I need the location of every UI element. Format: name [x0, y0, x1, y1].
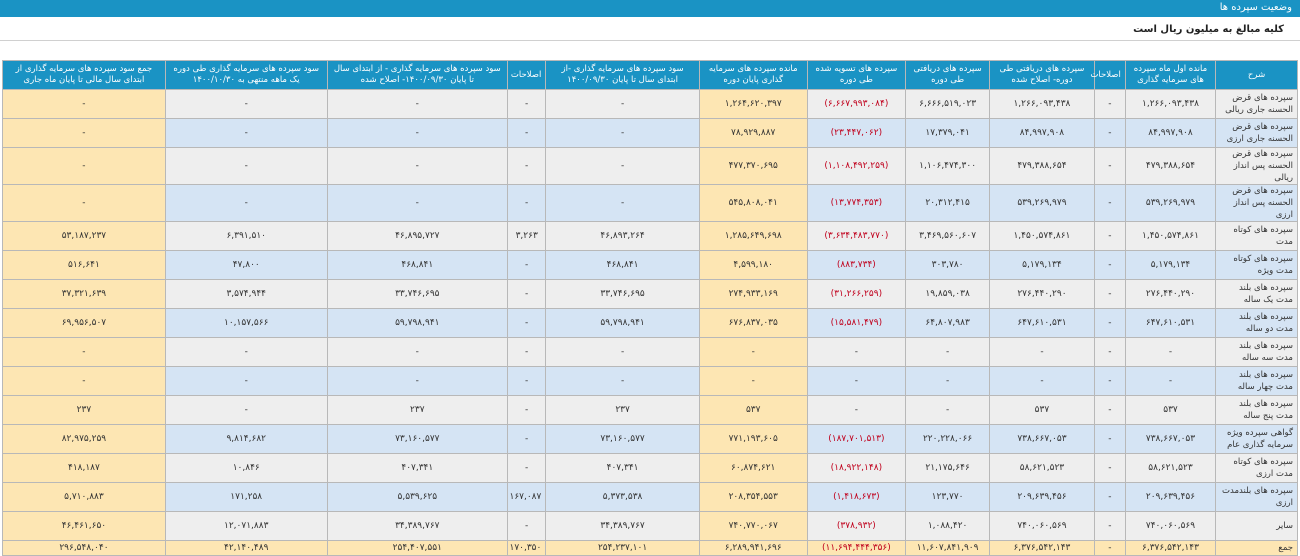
table-cell: -	[546, 367, 699, 396]
table-cell: ۱۶۷,۰۸۷	[508, 483, 546, 512]
table-cell: -	[1094, 90, 1125, 119]
table-cell: ۱,۲۸۵,۶۴۹,۶۹۸	[699, 222, 807, 251]
table-cell: -	[327, 367, 507, 396]
table-cell: ۳۳,۷۴۶,۶۹۵	[327, 280, 507, 309]
table-cell: ۳۷,۳۲۱,۶۳۹	[3, 280, 166, 309]
column-header[interactable]: مانده سپرده های سرمایه گذاری پایان دوره	[699, 61, 807, 90]
table-cell: -	[1094, 541, 1125, 556]
table-cell: -	[990, 367, 1095, 396]
table-cell: ۵۹,۷۹۸,۹۴۱	[546, 309, 699, 338]
table-cell: -	[1094, 396, 1125, 425]
table-cell: (۱۳,۷۷۴,۳۵۳)	[807, 185, 905, 222]
column-header[interactable]: سپرده های دریافتی طی دوره	[906, 61, 990, 90]
table-cell: -	[327, 148, 507, 185]
table-cell: ۲۷۴,۹۳۳,۱۶۹	[699, 280, 807, 309]
table-cell: ۲۰,۳۱۲,۴۱۵	[906, 185, 990, 222]
table-cell: ۴۶۸,۸۴۱	[546, 251, 699, 280]
row-label: جمع	[1216, 541, 1298, 556]
table-cell: ۵۳۹,۲۶۹,۹۷۹	[990, 185, 1095, 222]
table-row	[3, 425, 1298, 454]
units-note: کلیه مبالغ به میلیون ریال است	[1133, 24, 1284, 35]
table-cell: ۴۶۸,۸۴۱	[327, 251, 507, 280]
table-cell: -	[327, 185, 507, 222]
table-cell: -	[699, 338, 807, 367]
row-label: سپرده های بلندمدت ارزی	[1216, 483, 1298, 512]
table-cell: ۵,۱۷۹,۱۳۴	[990, 251, 1095, 280]
table-cell: ۳۰۳,۷۸۰	[906, 251, 990, 280]
table-cell: ۶,۲۸۹,۹۴۱,۶۹۶	[699, 541, 807, 556]
table-cell: ۵,۳۷۳,۵۳۸	[546, 483, 699, 512]
table-cell: -	[1094, 512, 1125, 541]
table-cell: -	[165, 185, 327, 222]
table-cell: -	[3, 90, 166, 119]
table-cell: ۲۰۹,۶۳۹,۴۵۶	[990, 483, 1095, 512]
table-cell: -	[1094, 280, 1125, 309]
table-cell: ۷۴۰,۰۶۰,۵۶۹	[1125, 512, 1215, 541]
table-cell: ۴,۵۹۹,۱۸۰	[699, 251, 807, 280]
table-body	[3, 90, 1298, 556]
table-cell: -	[1094, 119, 1125, 148]
row-label: سپرده های بلند مدت دو ساله	[1216, 309, 1298, 338]
table-cell: -	[508, 280, 546, 309]
total-row	[3, 541, 1298, 556]
table-cell: -	[508, 425, 546, 454]
table-cell: -	[508, 90, 546, 119]
table-cell: ۴۷,۸۰۰	[165, 251, 327, 280]
table-cell: ۲۰۹,۶۳۹,۴۵۶	[1125, 483, 1215, 512]
row-label: سپرده های کوتاه مدت	[1216, 222, 1298, 251]
table-cell: -	[165, 396, 327, 425]
table-cell: ۶,۳۹۱,۵۱۰	[165, 222, 327, 251]
column-header[interactable]: سپرده های تسویه شده طی دوره	[807, 61, 905, 90]
table-cell: ۸۴,۹۹۷,۹۰۸	[990, 119, 1095, 148]
table-cell: -	[807, 396, 905, 425]
table-row	[3, 222, 1298, 251]
table-cell: ۱,۱۰۶,۴۷۴,۳۰۰	[906, 148, 990, 185]
table-cell: ۶۴۷,۶۱۰,۵۳۱	[1125, 309, 1215, 338]
table-cell: ۱,۰۸۸,۴۲۰	[906, 512, 990, 541]
table-row	[3, 185, 1298, 222]
table-cell: ۱۷۰,۳۵۰	[508, 541, 546, 556]
table-cell: (۱,۴۱۸,۶۷۳)	[807, 483, 905, 512]
table-cell: -	[546, 185, 699, 222]
table-cell: ۴۶,۸۹۳,۲۶۴	[546, 222, 699, 251]
table-cell: -	[165, 119, 327, 148]
table-cell: ۱۲,۰۷۱,۸۸۳	[165, 512, 327, 541]
table-cell: ۶۴۷,۶۱۰,۵۳۱	[990, 309, 1095, 338]
table-cell: ۶۷۶,۸۳۷,۰۳۵	[699, 309, 807, 338]
table-row	[3, 309, 1298, 338]
table-cell: ۵,۷۱۰,۸۸۳	[3, 483, 166, 512]
table-cell: -	[508, 251, 546, 280]
table-cell: (۱۸۷,۷۰۱,۵۱۳)	[807, 425, 905, 454]
table-cell: ۶۰,۸۷۴,۶۲۱	[699, 454, 807, 483]
table-cell: ۴۰۷,۳۴۱	[546, 454, 699, 483]
table-row	[3, 90, 1298, 119]
row-label: سپرده های کوتاه مدت ویژه	[1216, 251, 1298, 280]
panel-header	[0, 0, 1300, 17]
table-cell: ۳۴,۳۸۹,۷۶۷	[327, 512, 507, 541]
table-cell: ۱۰,۸۴۶	[165, 454, 327, 483]
table-cell: ۵۸,۶۲۱,۵۲۳	[990, 454, 1095, 483]
table-cell: ۱,۴۵۰,۵۷۴,۸۶۱	[1125, 222, 1215, 251]
table-cell: ۴۶,۸۹۵,۷۲۷	[327, 222, 507, 251]
panel-title: وضعیت سپرده ها	[1219, 2, 1292, 13]
table-cell: ۳۳,۷۴۶,۶۹۵	[546, 280, 699, 309]
table-cell: ۱,۲۶۴,۶۲۰,۳۹۷	[699, 90, 807, 119]
table-cell: ۲۵۴,۲۳۷,۱۰۱	[546, 541, 699, 556]
table-cell: ۵۹,۷۹۸,۹۴۱	[327, 309, 507, 338]
table-cell: ۹,۸۱۴,۶۸۲	[165, 425, 327, 454]
table-cell: ۳,۲۶۳	[508, 222, 546, 251]
table-cell: -	[3, 338, 166, 367]
table-cell: (۳۱,۲۶۶,۲۵۹)	[807, 280, 905, 309]
table-cell: ۳,۵۷۴,۹۴۴	[165, 280, 327, 309]
table-cell: ۲۳۷	[546, 396, 699, 425]
table-cell: -	[546, 148, 699, 185]
table-cell: -	[546, 90, 699, 119]
table-cell: (۸۸۳,۷۳۴)	[807, 251, 905, 280]
table-cell: -	[1125, 367, 1215, 396]
table-cell: (۱۵,۵۸۱,۴۷۹)	[807, 309, 905, 338]
table-cell: ۱۹,۸۵۹,۰۳۸	[906, 280, 990, 309]
column-header[interactable]: سپرده های دریافتی طی دوره- اصلاح شده	[990, 61, 1095, 90]
table-cell: ۵۳۷	[699, 396, 807, 425]
table-cell: ۵۳۷	[1125, 396, 1215, 425]
table-cell: ۶,۳۷۶,۵۴۲,۱۴۳	[990, 541, 1095, 556]
table-row	[3, 280, 1298, 309]
table-row	[3, 119, 1298, 148]
table-cell: -	[1094, 367, 1125, 396]
row-label: سایر	[1216, 512, 1298, 541]
table-cell: -	[3, 185, 166, 222]
table-cell: ۲۱,۱۷۵,۶۴۶	[906, 454, 990, 483]
table-cell: ۷۴۰,۰۶۰,۵۶۹	[990, 512, 1095, 541]
table-cell: -	[3, 367, 166, 396]
table-cell: -	[1125, 338, 1215, 367]
table-cell: ۵۳۹,۲۶۹,۹۷۹	[1125, 185, 1215, 222]
column-header[interactable]: شرح	[1216, 61, 1298, 90]
table-cell: -	[906, 338, 990, 367]
row-label: سپرده های قرض الحسنه جاری ارزی	[1216, 119, 1298, 148]
table-cell: -	[1094, 185, 1125, 222]
table-cell: (۱۸,۹۲۲,۱۴۸)	[807, 454, 905, 483]
table-cell: (۳,۶۳۴,۴۸۳,۷۷۰)	[807, 222, 905, 251]
deposits-table	[2, 60, 1298, 556]
table-cell: ۵۸,۶۲۱,۵۲۳	[1125, 454, 1215, 483]
table-cell: ۵۳۷	[990, 396, 1095, 425]
table-cell: (۱,۱۰۸,۴۹۲,۲۵۹)	[807, 148, 905, 185]
table-cell: -	[165, 338, 327, 367]
table-cell: -	[508, 185, 546, 222]
row-label: سپرده های بلند مدت پنج ساله	[1216, 396, 1298, 425]
table-cell: ۵,۵۳۹,۶۲۵	[327, 483, 507, 512]
table-cell: ۲۰۸,۳۵۴,۵۵۳	[699, 483, 807, 512]
table-cell: -	[508, 512, 546, 541]
row-label: سپرده های قرض الحسنه جاری ریالی	[1216, 90, 1298, 119]
table-cell: -	[508, 148, 546, 185]
table-cell: ۱۷,۳۷۹,۰۴۱	[906, 119, 990, 148]
table-cell: ۳۴,۳۸۹,۷۶۷	[546, 512, 699, 541]
table-cell: -	[327, 119, 507, 148]
table-cell: ۱۲۳,۷۷۰	[906, 483, 990, 512]
table-row	[3, 251, 1298, 280]
table-cell: -	[807, 367, 905, 396]
table-cell: -	[165, 90, 327, 119]
table-cell: -	[807, 338, 905, 367]
column-header[interactable]: سود سپرده های سرمایه گذاری - از ابتدای سال تا پایان ۱۴۰۰/۰۹/۳۰- اصلاح شده	[327, 61, 507, 90]
table-cell: -	[1094, 222, 1125, 251]
table-row	[3, 396, 1298, 425]
table-row	[3, 512, 1298, 541]
table-cell: -	[1094, 251, 1125, 280]
table-cell: (۶,۶۶۷,۹۹۳,۰۸۴)	[807, 90, 905, 119]
table-cell: ۱,۴۵۰,۵۷۴,۸۶۱	[990, 222, 1095, 251]
table-cell: ۱,۲۶۶,۰۹۳,۴۳۸	[1125, 90, 1215, 119]
table-row	[3, 454, 1298, 483]
table-cell: ۷۳,۱۶۰,۵۷۷	[546, 425, 699, 454]
table-row	[3, 338, 1298, 367]
table-cell: ۱۰,۱۵۷,۵۶۶	[165, 309, 327, 338]
table-cell: ۵۱۶,۶۴۱	[3, 251, 166, 280]
table-cell: -	[3, 148, 166, 185]
table-cell: -	[3, 119, 166, 148]
row-label: گواهی سپرده ویژه سرمایه گذاری عام	[1216, 425, 1298, 454]
table-cell: -	[165, 367, 327, 396]
table-row	[3, 148, 1298, 185]
column-header[interactable]: سود سپرده های سرمایه گذاری طی دوره یک ماهه منتهی به ۱۴۰۰/۱۰/۳۰	[165, 61, 327, 90]
table-cell: -	[508, 367, 546, 396]
row-label: سپرده های قرض الحسنه پس انداز ارزی	[1216, 185, 1298, 222]
table-cell: -	[1094, 483, 1125, 512]
table-cell: -	[699, 367, 807, 396]
row-label: سپرده های بلند مدت چهار ساله	[1216, 367, 1298, 396]
row-label: سپرده های قرض الحسنه پس انداز ریالی	[1216, 148, 1298, 185]
table-cell: -	[327, 90, 507, 119]
column-header[interactable]: مانده اول ماه سپرده های سرمایه گذاری	[1125, 61, 1215, 90]
table-cell: ۲۳۷	[327, 396, 507, 425]
table-cell: ۶۹,۹۵۶,۵۰۷	[3, 309, 166, 338]
table-cell: ۵۳,۱۸۷,۲۳۷	[3, 222, 166, 251]
table-cell: -	[906, 396, 990, 425]
table-cell: ۴۲,۱۴۰,۴۸۹	[165, 541, 327, 556]
table-cell: (۲۳,۴۴۷,۰۶۲)	[807, 119, 905, 148]
table-cell: ۴۷۹,۳۸۸,۶۵۴	[990, 148, 1095, 185]
table-cell: ۷۸,۹۲۹,۸۸۷	[699, 119, 807, 148]
table-cell: ۳,۴۶۹,۵۶۰,۶۰۷	[906, 222, 990, 251]
table-cell: ۸۴,۹۹۷,۹۰۸	[1125, 119, 1215, 148]
table-cell: ۴۱۸,۱۸۷	[3, 454, 166, 483]
table-cell: -	[165, 148, 327, 185]
table-cell: ۶,۶۶۶,۵۱۹,۰۲۳	[906, 90, 990, 119]
table-cell: ۵,۱۷۹,۱۳۴	[1125, 251, 1215, 280]
table-cell: -	[990, 338, 1095, 367]
table-cell: ۶,۳۷۶,۵۴۲,۱۴۳	[1125, 541, 1215, 556]
column-header[interactable]: سود سپرده های سرمایه گذاری -از ابتدای سال تا پایان ۱۴۰۰/۰۹/۳۰	[546, 61, 699, 90]
table-cell: -	[1094, 425, 1125, 454]
table-cell: ۱۷۱,۲۵۸	[165, 483, 327, 512]
table-cell: ۴۰۷,۳۴۱	[327, 454, 507, 483]
table-cell: ۷۴۰,۷۷۰,۰۶۷	[699, 512, 807, 541]
table-cell: ۱۱,۶۰۷,۸۴۱,۹۰۹	[906, 541, 990, 556]
row-label: سپرده های کوتاه مدت ارزی	[1216, 454, 1298, 483]
column-header[interactable]: اصلاحات	[1094, 61, 1125, 90]
table-cell: (۳۷۸,۹۳۲)	[807, 512, 905, 541]
table-cell: -	[327, 338, 507, 367]
table-cell: ۲۵۴,۴۰۷,۵۵۱	[327, 541, 507, 556]
table-cell: ۸۲,۹۷۵,۲۵۹	[3, 425, 166, 454]
table-cell: -	[546, 119, 699, 148]
table-cell: ۶۴,۸۰۷,۹۸۳	[906, 309, 990, 338]
table-cell: -	[508, 309, 546, 338]
table-cell: -	[508, 119, 546, 148]
table-cell: ۲۳۷	[3, 396, 166, 425]
table-cell: ۴۷۷,۳۷۰,۶۹۵	[699, 148, 807, 185]
table-cell: ۷۳۸,۶۶۷,۰۵۳	[1125, 425, 1215, 454]
table-cell: ۲۷۶,۴۴۰,۲۹۰	[990, 280, 1095, 309]
table-cell: -	[508, 338, 546, 367]
units-note-bar	[0, 19, 1300, 41]
row-label: سپرده های بلند مدت یک ساله	[1216, 280, 1298, 309]
table-cell: -	[508, 454, 546, 483]
table-cell: -	[508, 396, 546, 425]
table-header	[3, 61, 1298, 90]
table-cell: ۲۲۰,۲۲۸,۰۶۶	[906, 425, 990, 454]
table-cell: ۴۷۹,۳۸۸,۶۵۴	[1125, 148, 1215, 185]
column-header[interactable]: جمع سود سپرده های سرمایه گذاری از ابتدای سال مالی تا پایان ماه جاری	[3, 61, 166, 90]
table-cell: -	[906, 367, 990, 396]
row-label: سپرده های بلند مدت سه ساله	[1216, 338, 1298, 367]
table-row	[3, 367, 1298, 396]
table-cell: -	[1094, 454, 1125, 483]
table-cell: ۷۳۸,۶۶۷,۰۵۳	[990, 425, 1095, 454]
table-cell: ۷۳,۱۶۰,۵۷۷	[327, 425, 507, 454]
column-header[interactable]: اصلاحات	[508, 61, 546, 90]
table-cell: -	[1094, 148, 1125, 185]
table-cell: ۱,۲۶۶,۰۹۳,۴۳۸	[990, 90, 1095, 119]
table-cell: ۷۷۱,۱۹۳,۶۰۵	[699, 425, 807, 454]
table-cell: -	[1094, 309, 1125, 338]
table-cell: ۲۷۶,۴۴۰,۲۹۰	[1125, 280, 1215, 309]
table-cell: (۱۱,۶۹۴,۴۴۴,۳۵۶)	[807, 541, 905, 556]
table-cell: -	[1094, 338, 1125, 367]
table-cell: ۴۶,۴۶۱,۶۵۰	[3, 512, 166, 541]
table-cell: ۲۹۶,۵۴۸,۰۴۰	[3, 541, 166, 556]
table-row	[3, 483, 1298, 512]
header-row	[3, 61, 1298, 90]
table-cell: -	[546, 338, 699, 367]
table-cell: ۵۴۵,۸۰۸,۰۴۱	[699, 185, 807, 222]
